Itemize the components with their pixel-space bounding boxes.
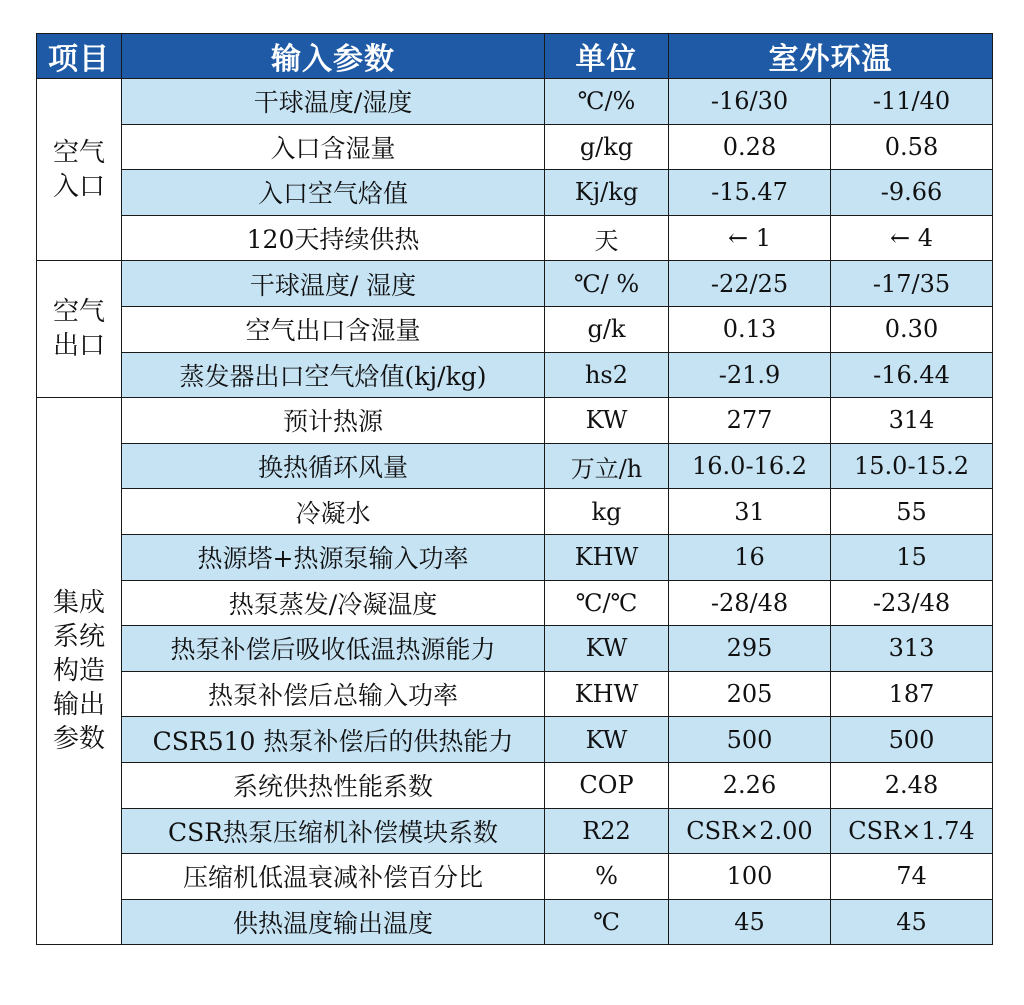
table-row (37, 215, 993, 261)
unit-cell: % (545, 854, 669, 900)
table-row (37, 671, 993, 717)
header-outdoor-temp: 室外环温 (669, 34, 993, 79)
value-cell-2: 45 (831, 899, 993, 945)
table-row (37, 261, 993, 307)
value-cell-2: 187 (831, 671, 993, 717)
table-row (37, 489, 993, 535)
value-cell-1: -21.9 (669, 352, 831, 398)
value-cell-2: -23/48 (831, 580, 993, 626)
value-cell-1: 100 (669, 854, 831, 900)
param-cell: 干球温度/湿度 (122, 79, 545, 125)
unit-cell: KHW (545, 534, 669, 580)
param-cell: 入口空气焓值 (122, 170, 545, 216)
param-cell: 蒸发器出口空气焓值(kj/kg) (122, 352, 545, 398)
value-cell-1: 0.13 (669, 306, 831, 352)
unit-cell: KW (545, 398, 669, 444)
param-cell: 热泵蒸发/冷凝温度 (122, 580, 545, 626)
unit-cell: ℃/ % (545, 261, 669, 307)
unit-cell: ℃/% (545, 79, 669, 125)
table-row (37, 580, 993, 626)
table-row (37, 443, 993, 489)
header-param: 输入参数 (122, 34, 545, 79)
table-row (37, 854, 993, 900)
param-cell: 系统供热性能系数 (122, 762, 545, 808)
unit-cell: ℃/℃ (545, 580, 669, 626)
table-row (37, 170, 993, 216)
unit-cell: hs2 (545, 352, 669, 398)
value-cell-2: 74 (831, 854, 993, 900)
unit-cell: Kj/kg (545, 170, 669, 216)
group-air-outlet (37, 261, 122, 398)
value-cell-2: CSR×1.74 (831, 808, 993, 854)
table-row (37, 352, 993, 398)
table-row (37, 79, 993, 125)
param-cell: 干球温度/ 湿度 (122, 261, 545, 307)
header-unit: 单位 (545, 34, 669, 79)
value-cell-1: 16.0-16.2 (669, 443, 831, 489)
parameter-table (36, 33, 993, 945)
value-cell-1: 2.26 (669, 762, 831, 808)
param-cell: 供热温度输出温度 (122, 899, 545, 945)
group-air-inlet-label: 空气入口 (52, 137, 105, 202)
value-cell-1: 277 (669, 398, 831, 444)
table-row (37, 762, 993, 808)
param-cell: 热泵补偿后吸收低温热源能力 (122, 626, 545, 672)
param-cell: 预计热源 (122, 398, 545, 444)
param-cell: 热泵补偿后总输入功率 (122, 671, 545, 717)
value-cell-1: CSR×2.00 (669, 808, 831, 854)
param-cell: 热源塔+热源泵输入功率 (122, 534, 545, 580)
table-row (37, 124, 993, 170)
value-cell-2: 313 (831, 626, 993, 672)
value-cell-2: 15.0-15.2 (831, 443, 993, 489)
value-cell-1: -28/48 (669, 580, 831, 626)
value-cell-2: -11/40 (831, 79, 993, 125)
value-cell-2: 2.48 (831, 762, 993, 808)
value-cell-1: 45 (669, 899, 831, 945)
value-cell-1: 500 (669, 717, 831, 763)
table-row (37, 626, 993, 672)
group-system-output-label: 集成系统构造输出参数 (52, 588, 105, 755)
header-row (37, 34, 993, 79)
unit-cell: R22 (545, 808, 669, 854)
unit-cell: g/k (545, 306, 669, 352)
param-cell: CSR510 热泵补偿后的供热能力 (122, 717, 545, 763)
unit-cell: 天 (545, 215, 669, 261)
param-cell: 冷凝水 (122, 489, 545, 535)
param-cell: 空气出口含湿量 (122, 306, 545, 352)
unit-cell: ℃ (545, 899, 669, 945)
unit-cell: g/kg (545, 124, 669, 170)
value-cell-1: -16/30 (669, 79, 831, 125)
value-cell-2: 500 (831, 717, 993, 763)
value-cell-2: 55 (831, 489, 993, 535)
value-cell-1: 0.28 (669, 124, 831, 170)
value-cell-1: -22/25 (669, 261, 831, 307)
value-cell-1: 31 (669, 489, 831, 535)
value-cell-2: 0.30 (831, 306, 993, 352)
table-row (37, 306, 993, 352)
param-cell: 换热循环风量 (122, 443, 545, 489)
group-system-output (37, 398, 122, 945)
value-cell-1: -15.47 (669, 170, 831, 216)
value-cell-2: ← 4 (831, 215, 993, 261)
value-cell-2: 15 (831, 534, 993, 580)
value-cell-1: ← 1 (669, 215, 831, 261)
value-cell-1: 295 (669, 626, 831, 672)
table-row (37, 717, 993, 763)
group-air-inlet (37, 79, 122, 261)
value-cell-1: 205 (669, 671, 831, 717)
table-row (37, 534, 993, 580)
value-cell-2: -9.66 (831, 170, 993, 216)
group-air-outlet-label: 空气出口 (52, 297, 105, 362)
param-cell: CSR热泵压缩机补偿模块系数 (122, 808, 545, 854)
value-cell-2: 314 (831, 398, 993, 444)
value-cell-1: 16 (669, 534, 831, 580)
param-cell: 120天持续供热 (122, 215, 545, 261)
unit-cell: COP (545, 762, 669, 808)
table-row (37, 398, 993, 444)
unit-cell: 万立/h (545, 443, 669, 489)
param-cell: 压缩机低温衰减补偿百分比 (122, 854, 545, 900)
table-row (37, 899, 993, 945)
param-cell: 入口含湿量 (122, 124, 545, 170)
unit-cell: KHW (545, 671, 669, 717)
table-row (37, 808, 993, 854)
table-container (36, 33, 992, 945)
unit-cell: kg (545, 489, 669, 535)
value-cell-2: 0.58 (831, 124, 993, 170)
value-cell-2: -17/35 (831, 261, 993, 307)
unit-cell: KW (545, 717, 669, 763)
unit-cell: KW (545, 626, 669, 672)
header-item: 项目 (37, 34, 122, 79)
table-body (37, 79, 993, 945)
value-cell-2: -16.44 (831, 352, 993, 398)
